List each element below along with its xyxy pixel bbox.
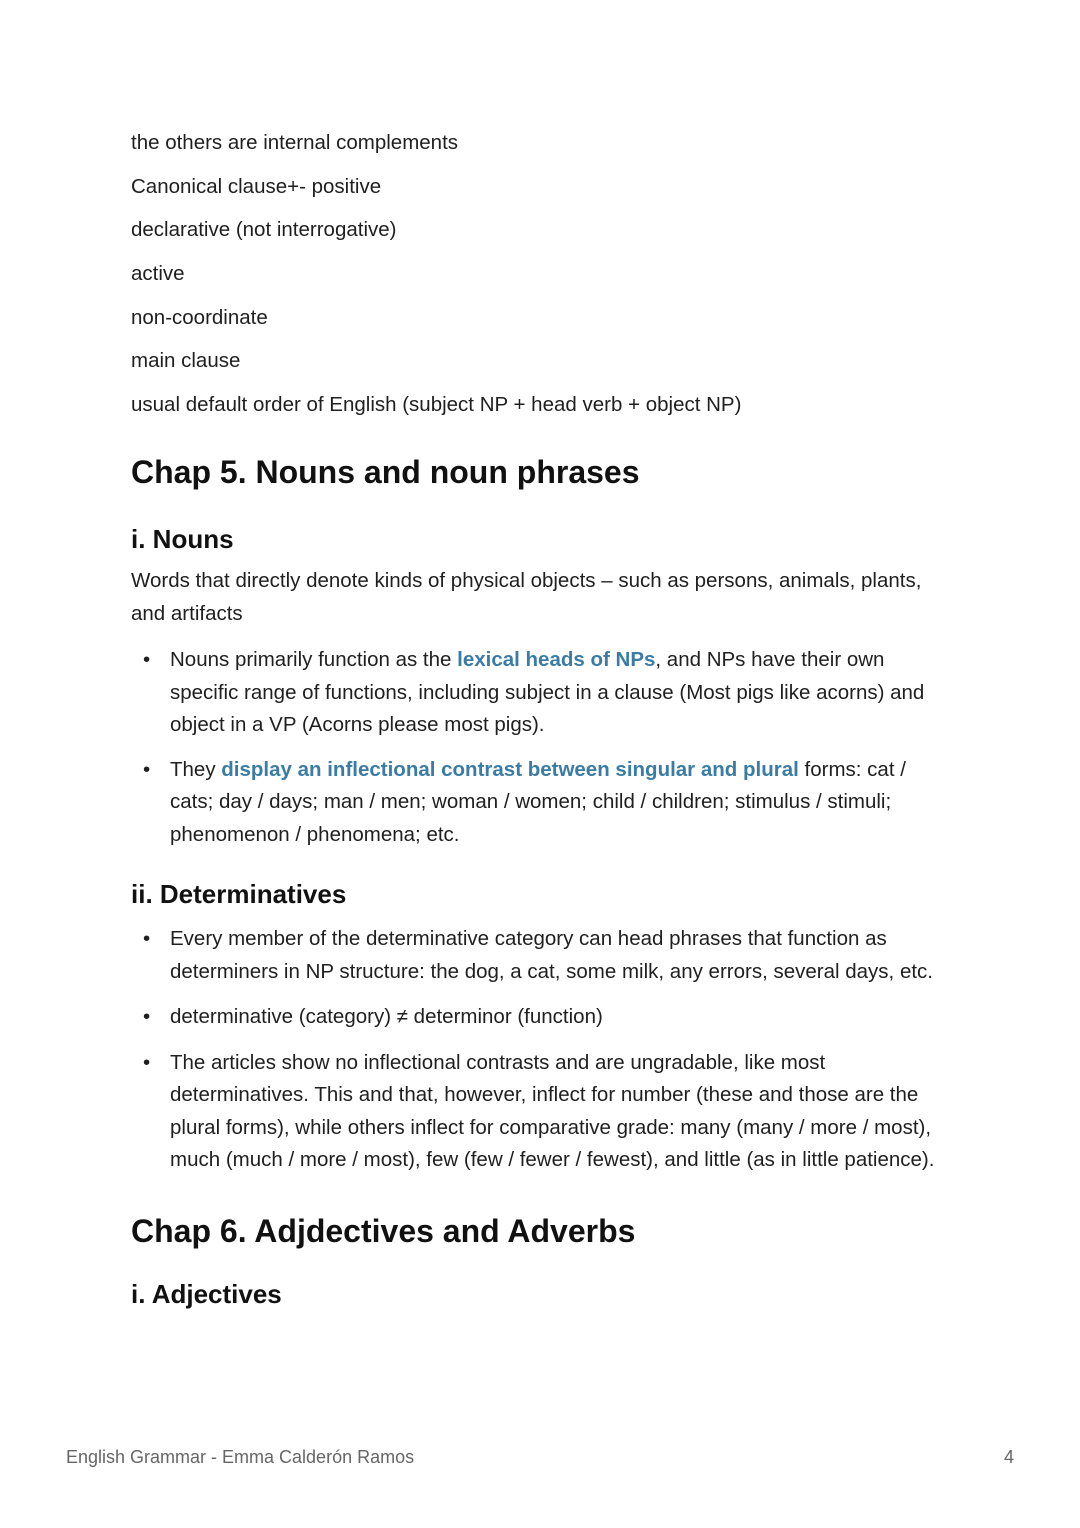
intro-line: non-coordinate [131,305,268,329]
chapter-6-title: Chap 6. Adjdectives and Adverbs [131,1212,636,1249]
chapter-5-title: Chap 5. Nouns and noun phrases [131,454,640,491]
intro-line: usual default order of English (subject NP + head verb + object NP) [131,393,742,417]
intro-list [131,128,951,420]
list-item [131,644,951,742]
bullet-icon: • [143,648,151,672]
list-item [131,923,951,988]
list-item [131,1001,951,1034]
document-body [131,128,951,1311]
section-adjectives-heading: i. Adjectives [131,1278,282,1309]
intro-line: active [131,262,185,286]
bullet-icon: • [143,927,151,951]
intro-line: Canonical clause+- positive [131,174,382,198]
bullet-text: determinative (category) ≠ determinor (function) [170,1005,603,1029]
footer-page-number: 4 [1003,1447,1014,1467]
determinatives-bullet-list [131,923,951,1177]
intro-line: the others are internal complements [131,131,459,154]
bullet-icon: • [143,1050,151,1074]
intro-line: declarative (not interrogative) [131,218,397,242]
bullet-icon: • [143,757,151,781]
list-item [131,1047,951,1177]
bullet-text: Nouns primarily function as the [170,648,458,672]
footer-document-title: English Grammar - Emma Calderón Ramos [66,1447,415,1467]
bullet-icon: • [143,1005,151,1029]
bullet-text: , and NPs have their own specific range of functions, including subject in a clause (Most pigs like acorns) and object in a VP (Acorns please most pigs). [170,648,925,737]
bullet-text: forms: cat / cats; day / days; man / men; woman / women; child / children; stimulus / stimuli; phenomenon / phenomena; etc. [170,757,906,846]
nouns-definition: Words that directly denote kinds of physical objects – such as persons, animals, plants, and artifacts [131,569,922,626]
list-item [131,754,951,852]
highlight-text: display an inflectional contrast between singular and plural [221,757,799,781]
section-nouns-heading: i. Nouns [131,524,234,555]
bullet-text: Every member of the determinative category can head phrases that function as determiners in NP structure: the dog, a cat, some milk, any errors, several days, etc. [170,927,933,983]
nouns-bullet-list [131,644,951,851]
intro-line: main clause [131,349,241,373]
bullet-text: The articles show no inflectional contrasts and are ungradable, like most determinatives. This and that, however, inflect for number (these and those are the plural forms), while others inflect for comparative grade: many (many / more / most), much (much / more / most), few (few / fewer / fewest), and little (as in little patience). [170,1050,935,1172]
section-determinatives-heading: ii. Determinatives [131,879,347,910]
bullet-text: They [170,757,222,781]
highlight-text: lexical heads of NPs [457,648,656,672]
